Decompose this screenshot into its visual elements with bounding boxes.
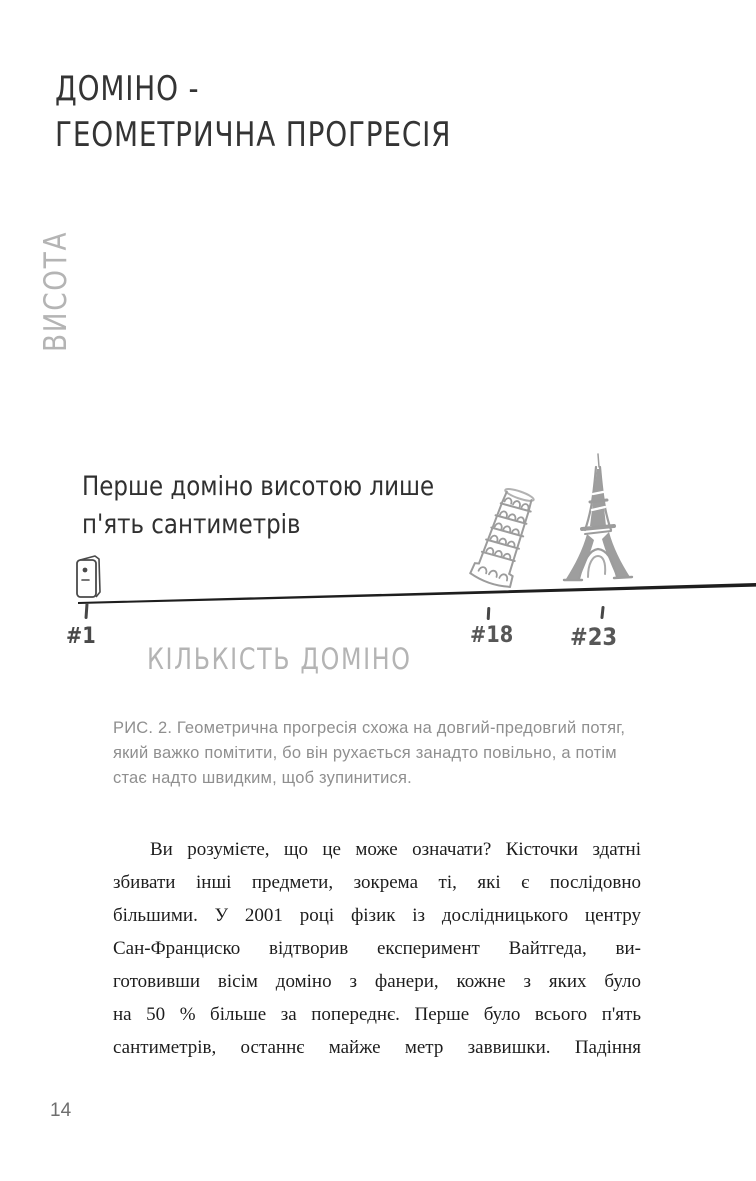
figure-annotation [82,468,434,544]
chapter-heading-line-1: ДОМІНО - [55,69,200,109]
figure-caption-line: РИС. 2. Геометрична прогресія схожа на довгий-предовгий потяг, [113,719,626,737]
page-number: 14 [50,1100,72,1121]
y-axis-label: ВИСОТА [38,230,74,352]
figure-annotation-line-1: Перше доміно висотою лише [82,471,435,502]
tick-label-1: #1 [66,624,96,649]
x-axis-label: КІЛЬКІСТЬ ДОМІНО [147,642,412,676]
figure-annotation-line-2: п'ять сантиметрів [82,509,301,540]
body-line: на 50 % більше за попереднє. Перше було всього п'ять [113,1004,641,1025]
pisa-tower-icon [448,480,548,594]
figure-caption-line: який важко помітити, бо він рухається занадто повільно, а потім [113,744,617,762]
body-line: сантиметрів, останнє майже метр заввишки. Падіння [113,1037,641,1058]
body-line: більшими. У 2001 році фізик із дослідницького центру [113,905,641,926]
tick-label-18: #18 [470,623,514,648]
tick-label-23: #23 [570,623,618,651]
chapter-heading-line-2: ГЕОМЕТРИЧНА ПРОГРЕСІЯ [55,115,452,155]
body-paragraph [113,833,641,1064]
tick-mark-1 [84,603,88,619]
eiffel-tower-icon [560,452,636,588]
figure-caption-line: стає надто швидким, щоб зупинитися. [113,769,412,787]
tick-mark-18 [487,607,491,620]
body-line: готовивши вісім доміно з фанери, кожне з яких було [113,971,641,992]
x-axis-line [78,582,756,608]
body-line: Ви розумієте, що це може означати? Кісточки здатні [150,839,641,860]
body-line: Сан-Франциско відтворив експеримент Вайтгеда, ви- [113,938,641,959]
figure-caption [113,716,653,791]
tick-mark-23 [600,606,604,619]
body-line: збивати інші предмети, зокрема ті, які є послідовно [113,872,641,893]
chapter-heading [55,66,451,158]
